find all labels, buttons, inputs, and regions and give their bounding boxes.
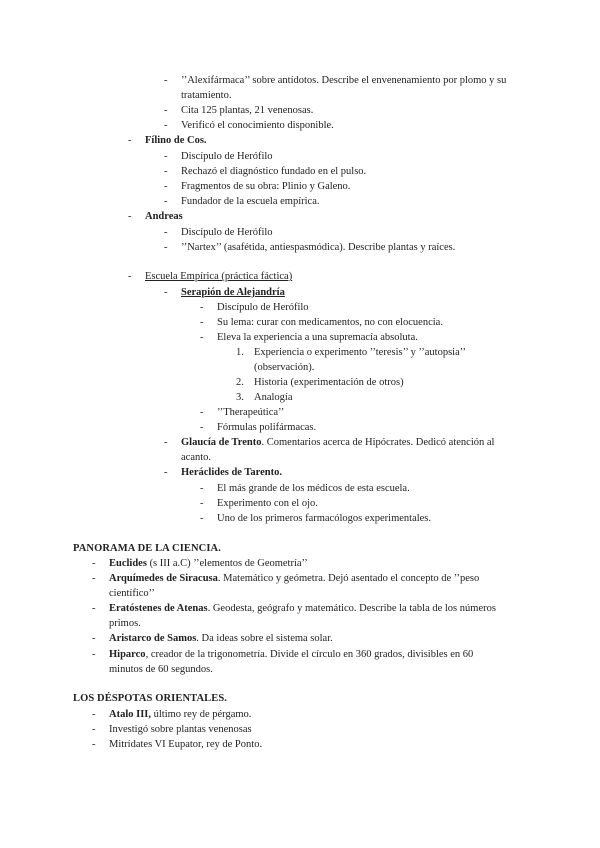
bullet-dash: - — [164, 151, 168, 162]
aristarco-line — [109, 632, 333, 645]
bullet-dash: - — [128, 271, 132, 282]
numbered-marker: 2. — [236, 377, 244, 388]
bullet-dash: - — [200, 332, 204, 343]
bullet-dash: - — [92, 633, 96, 644]
numbered-item: Historia (experimentación de otros) — [254, 377, 404, 388]
list-item: Verificó el conocimiento disponible. — [181, 120, 334, 131]
list-item: Experimento con el ojo. — [217, 498, 318, 509]
bullet-dash: - — [200, 407, 204, 418]
numbered-marker: 1. — [236, 347, 244, 358]
glaucia-text: . Comentarios acerca de Hipócrates. Dedicó atención al — [261, 437, 495, 448]
andreas-title: Andreas — [145, 211, 183, 222]
list-item: Rechazó el diagnóstico fundado en el pulso. — [181, 166, 367, 177]
aristarco-text: . Da ideas sobre el sistema solar. — [196, 633, 333, 644]
bullet-dash: - — [128, 135, 132, 146]
bullet-dash: - — [200, 513, 204, 524]
list-item: Fragmentos de su obra: Plinio y Galeno. — [181, 181, 351, 192]
list-item: Discípulo de Herófilo — [217, 302, 309, 313]
panorama-heading: PANORAMA DE LA CIENCIA. — [73, 543, 221, 554]
serapion-title: Serapión de Alejandría — [181, 287, 285, 298]
list-item: Discípulo de Herófilo — [181, 151, 273, 162]
list-item: Uno de los primeros farmacólogos experimentales. — [217, 513, 432, 524]
alexifarmaca-line2: tratamiento. — [181, 90, 232, 101]
arquimedes-line2: científico’’ — [109, 588, 155, 599]
bullet-dash: - — [200, 422, 204, 433]
list-item: Cita 125 plantas, 21 venenosas. — [181, 105, 314, 116]
numbered-item-cont: (observación). — [254, 362, 315, 373]
bullet-dash: - — [92, 649, 96, 660]
alexifarmaca-text: sobre antídotos. Describe el envenenamiento por plomo y su — [249, 75, 507, 86]
eratostenes-name: Eratóstenes de Atenas — [109, 603, 208, 614]
bullet-dash: - — [92, 573, 96, 584]
bullet-dash: - — [164, 105, 168, 116]
alexifarmaca-title: ’’Alexifármaca’’ — [181, 75, 250, 86]
glaucia-line2: acanto. — [181, 452, 212, 463]
list-item: Fundador de la escuela empírica. — [181, 196, 320, 207]
euclides-line — [109, 557, 308, 570]
bullet-dash: - — [164, 242, 168, 253]
bullet-dash: - — [92, 724, 96, 735]
bullet-dash: - — [200, 498, 204, 509]
alexifarmaca-line — [181, 74, 506, 87]
bullet-dash: - — [164, 166, 168, 177]
eratostenes-text: . Geodesta, geógrafo y matemático. Describe la tabla de los números — [207, 603, 496, 614]
bullet-dash: - — [164, 120, 168, 131]
despotas-heading: LOS DÉSPOTAS ORIENTALES. — [73, 693, 228, 704]
filino-title: Fílino de Cos. — [145, 135, 207, 146]
eratostenes-line2: primos. — [109, 618, 141, 629]
bullet-dash: - — [92, 558, 96, 569]
list-item: Fórmulas polifármacas. — [217, 422, 317, 433]
bullet-dash: - — [164, 181, 168, 192]
eratostenes-line — [109, 602, 496, 615]
list-item: El más grande de los médicos de esta escuela. — [217, 483, 410, 494]
bullet-dash: - — [164, 75, 168, 86]
bullet-dash: - — [92, 603, 96, 614]
bullet-dash: - — [164, 227, 168, 238]
numbered-item: Analogía — [254, 392, 293, 403]
list-item: Discípulo de Herófilo — [181, 227, 273, 238]
aristarco-name: Aristarco de Samos — [109, 633, 197, 644]
bullet-dash: - — [164, 437, 168, 448]
heraclides-title: Heráclides de Tarento. — [181, 467, 283, 478]
atalo-name: Atalo III, — [109, 709, 152, 720]
bullet-dash: - — [200, 302, 204, 313]
glaucia-line — [181, 436, 494, 449]
bullet-dash: - — [164, 467, 168, 478]
euclides-name: Euclides — [109, 558, 147, 569]
bullet-dash: - — [200, 317, 204, 328]
bullet-dash: - — [92, 709, 96, 720]
arquimedes-name: Arquímedes de Siracusa — [109, 573, 218, 584]
list-item: ’’Nartex’’ (asafétida, antiespasmódica). Describe plantas y raíces. — [181, 242, 456, 253]
arquimedes-text: . Matemático y geómetra. Dejó asentado el concepto de ’’peso — [217, 573, 480, 584]
glaucia-title: Glaucía de Trento — [181, 437, 262, 448]
bullet-dash: - — [92, 739, 96, 750]
atalo-text: último rey de pérgamo. — [151, 709, 252, 720]
list-item: Eleva la experiencia a una supremacía absoluta. — [217, 332, 418, 343]
bullet-dash: - — [200, 483, 204, 494]
bullet-dash: - — [128, 211, 132, 222]
hiparco-name: Hiparco — [109, 649, 146, 660]
hiparco-line2: minutos de 60 segundos. — [109, 664, 213, 675]
numbered-marker: 3. — [236, 392, 244, 403]
hiparco-line — [109, 648, 473, 661]
bullet-dash: - — [164, 196, 168, 207]
hiparco-text: , creador de la trigonometría. Divide el círculo en 360 grados, divisibles en 60 — [145, 649, 474, 660]
list-item: Su lema: curar con medicamentos, no con elocuencia. — [217, 317, 443, 328]
arquimedes-line — [109, 572, 479, 585]
list-item: ’’Therapeútica’’ — [217, 407, 285, 418]
numbered-item: Experiencia o experimento ’’teresis’’ y ’’autopsia’’ — [254, 347, 466, 358]
euclides-text: (s III a.C) ’’elementos de Geometría’’ — [146, 558, 308, 569]
atalo-line — [109, 708, 251, 721]
list-item: Investigó sobre plantas venenosas — [109, 724, 252, 735]
bullet-dash: - — [164, 287, 168, 298]
escuela-title: Escuela Empírica (práctica fáctica) — [145, 271, 293, 282]
list-item: Mitrídates VI Eupator, rey de Ponto. — [109, 739, 263, 750]
